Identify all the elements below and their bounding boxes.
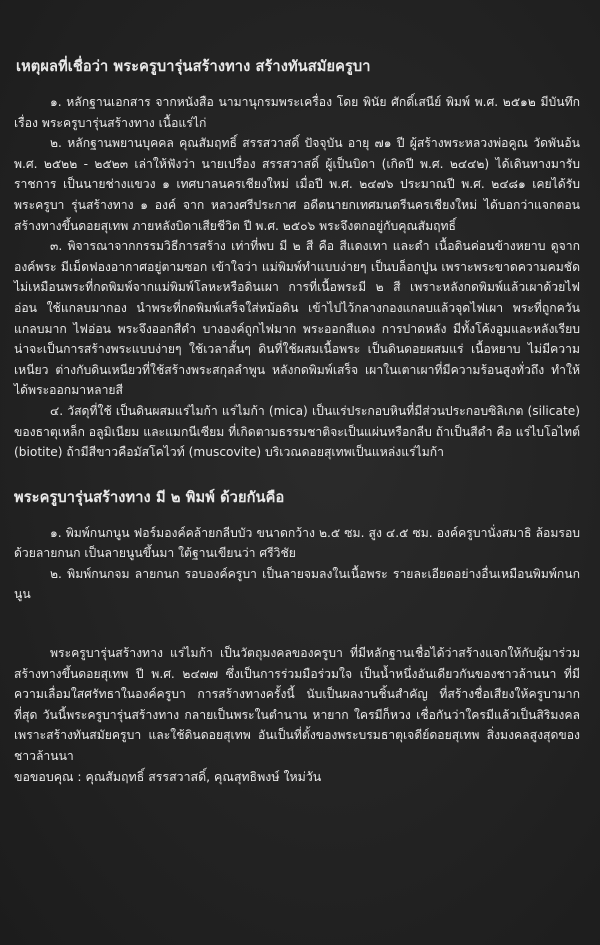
mold-types-list bbox=[14, 523, 580, 605]
document-page bbox=[14, 56, 580, 787]
evidence-item-2: ๒. หลักฐานพยานบุคคล คุณสัมฤทธิ์ สรรสวาสดิ์ ปัจจุบัน อายุ ๗๑ ปี ผู้สร้างพระหลวงพ่อคูณ วัดพันอ้น พ.ศ. ๒๕๒๒ - ๒๕๒๓ เล่าให้ฟังว่า นายเปรื่อง สรรสวาสดิ์ ผู้เป็นบิดา (เกิดปี พ.ศ. ๒๔๔๒) ได้เดินทางมารับราชการ เป็นนายช่างแขวง ๑ เทศบาลนครเชียงใหม่ เมื่อปี พ.ศ. ๒๔๗๖ ประมาณปี พ.ศ. ๒๔๘๑ เคยได้รับพระครูบา รุ่นสร้างทาง ๑ องค์ จาก หลวงศรีประกาศ อดีตนายกเทศมนตรีนครเชียงใหม่ ได้บอกว่าแจกตอนสร้างทางขึ้นดอยสุเทพ ภายหลังบิดาเสียชีวิต ปี พ.ศ. ๒๕๐๖ พระจึงตกอยู่กับคุณสัมฤทธิ์ bbox=[14, 136, 580, 233]
evidence-item-3: ๓. พิจารณาจากกรรมวิธีการสร้าง เท่าที่พบ มี ๒ สี คือ สีแดงเทา และดำ เนื้อดินค่อนข้างหยาบ ดูจากองค์พระ มีเม็ดฟองอากาศอยู่ตามซอก เข้าใจว่า แม่พิมพ์ทำแบบง่ายๆ เป็นบล็อกปูน เพราะพระขาดความคมชัด ไม่เหมือนพระที่กดพิมพ์จากแม่พิมพ์โลหะหรือดินเผา การที่เนื้อพระมี ๒ สี เพราะหลังกดพิมพ์แล้วเผาด้วยไฟอ่อน ใช้แกลบมากอง นำพระที่กดพิมพ์เสร็จใส่หม้อดิน เข้าไปไว้กลางกองแกลบแล้วจุดไฟเผา พระที่ถูกควันแกลบมาก ไฟอ่อน พระจึงออกสีดำ บางองค์ถูกไฟมาก พระออกสีแดง การปาดหลัง มีทั้งโค้งอูมและหลังเรียบ น่าจะเป็นการสร้างพระแบบง่ายๆ ใช้เวลาสั้นๆ ดินที่ใช้ผสมเนื้อพระ เป็นดินดอยผสมแร่ เนื้อหยาบ ไม่มีความเหนียว ต่างกับดินเหนียวที่ใช้สร้างพระสกุลลำพูน หลังกดพิมพ์เสร็จ เผาในเตาเผาที่มีความร้อนสูงทั่วถึง ทำให้ได้พระออกมาหลายสี bbox=[14, 239, 580, 398]
mold-type-item-2: ๒. พิมพ์กนกจม ลายกนก รอบองค์ครูบา เป็นลายจมลงในเนื้อพระ รายละเอียดอย่างอื่นเหมือนพิมพ์กนกนูน bbox=[14, 566, 580, 602]
acknowledgement: ขอขอบคุณ : คุณสัมฤทธิ์ สรรสวาสดิ์, คุณสุทธิพงษ์ ใหม่วัน bbox=[14, 768, 322, 784]
evidence-item-4: ๔. วัสดุที่ใช้ เป็นดินผสมแร่ไมก้า แร่ไมก้า (mica) เป็นแร่ประกอบหินที่มีส่วนประกอบซิลิเกต (silicate) ของธาตุเหล็ก อลูมิเนียม และแมกนีเซียม ที่เกิดตามธรรมชาติจะเป็นแผ่นหรือกลีบ ถ้าเป็นสีดำ คือ แร่ไบโอไทต์ (biotite) ถ้ามีสีขาวคือมัสโคไวท์ (muscovite) บริเวณดอยสุเทพเป็นแหล่งแร่ไมก้า bbox=[14, 403, 580, 460]
section-1-heading: เหตุผลที่เชื่อว่า พระครูบารุ่นสร้างทาง สร้างทันสมัยครูบา bbox=[16, 58, 371, 75]
evidence-item-1: ๑. หลักฐานเอกสาร จากหนังสือ นามานุกรมพระเครื่อง โดย พินัย ศักดิ์เสนีย์ พิมพ์ พ.ศ. ๒๕๑๒ มีบันทึกเรื่อง พระครูบารุ่นสร้างทาง เนื้อแร่ไก่ bbox=[14, 95, 580, 130]
mold-type-item-1: ๑. พิมพ์กนกนูน ฟอร์มองค์คล้ายกลีบบัว ขนาดกว้าง ๒.๕ ซม. สูง ๔.๕ ซม. องค์ครูบานั่งสมาธิ ล้อมรอบด้วยลายกนก เป็นลายนูนขึ้นมา ใต้ฐานเขียนว่า ศรีวิชัย bbox=[14, 525, 580, 561]
evidence-list bbox=[14, 92, 580, 463]
closing-paragraph: พระครูบารุ่นสร้างทาง แร่ไมก้า เป็นวัตถุมงคลของครูบา ที่มีหลักฐานเชื่อได้ว่าสร้างแจกให้กับผู้มาร่วมสร้างทางขึ้นดอยสุเทพ ปี พ.ศ. ๒๔๗๗ ซึ่งเป็นการร่วมมือร่วมใจ เป็นน้ำหนึ่งอันเดียวกันของชาวล้านนา ที่มีความเลื่อมใสศรัทธาในองค์ครูบา การสร้างทางครั้งนี้ นับเป็นผลงานชิ้นสำคัญ ที่สร้างชื่อเสียงให้ครูบามากที่สุด วันนี้พระครูบารุ่นสร้างทาง กลายเป็นพระในตำนาน หายาก ใครมีก็หวง เชื่อกันว่าใครมีแล้วเป็นสิริมงคล เพราะสร้างทันสมัยครูบา และใช้ดินดอยสุเทพ อันเป็นที่ตั้งของพระบรมธาตุเจดีย์ดอยสุเทพ สิ่งมงคลสูงสุดของชาวล้านนา bbox=[14, 646, 580, 764]
section-2-heading: พระครูบารุ่นสร้างทาง มี ๒ พิมพ์ ด้วยกันคือ bbox=[14, 488, 285, 506]
